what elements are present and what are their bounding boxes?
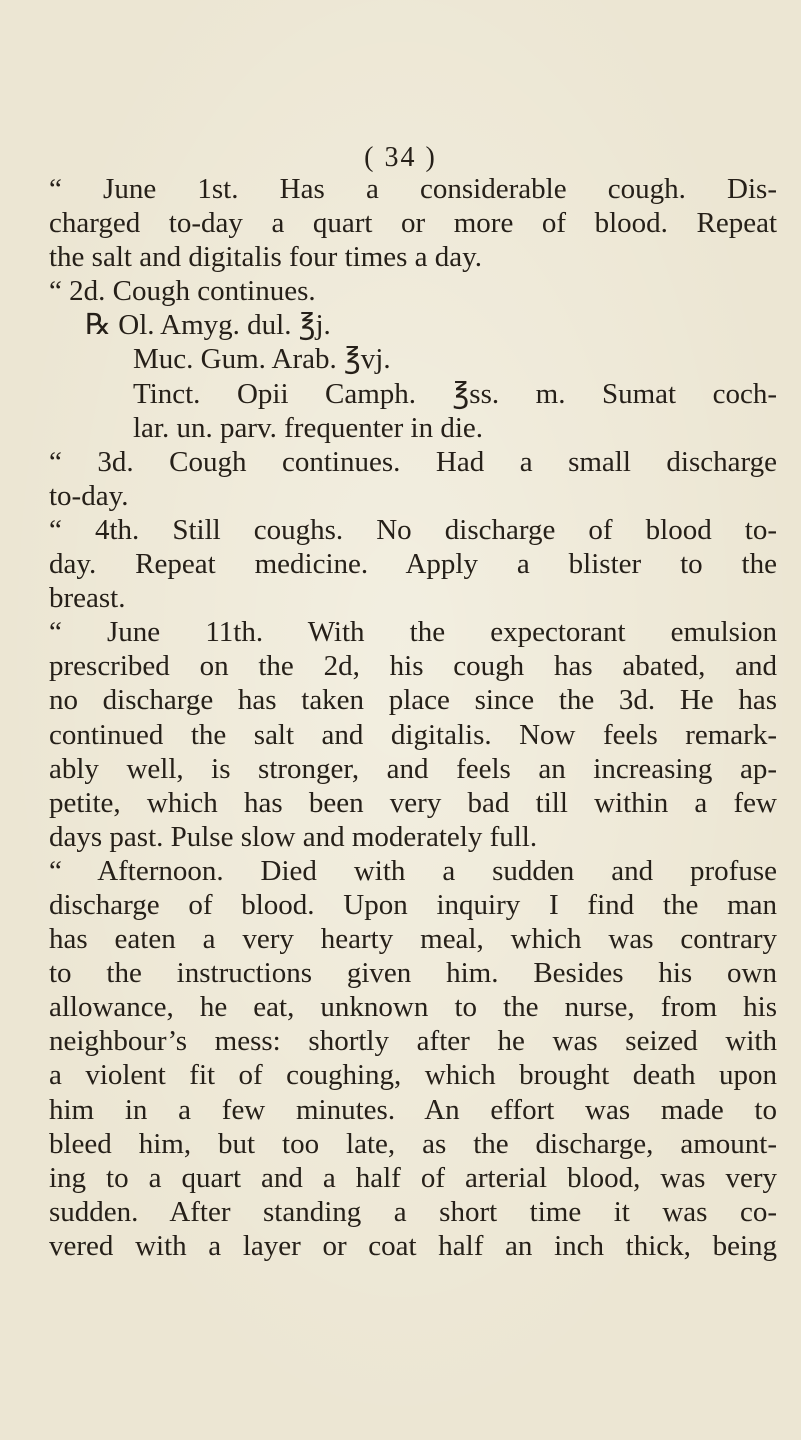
prescription-line: ℞ Ol. Amyg. dul. ℥j. — [85, 309, 331, 342]
text-line: prescribed on the 2d, his cough has abated, and — [49, 650, 777, 683]
prescription-line: Tinct. Opii Camph. ℥ss. m. Sumat coch- — [133, 377, 777, 410]
text-line: a violent fit of coughing, which brought death upon — [49, 1059, 777, 1092]
text-line: no discharge has taken place since the 3d. He has — [49, 684, 777, 717]
page-number: ( 34 ) — [364, 142, 437, 173]
text-line: “ June 11th. With the expectorant emulsion — [49, 616, 777, 649]
text-line: days past. Pulse slow and moderately full. — [49, 820, 538, 853]
text-line: “ June 1st. Has a considerable cough. Dis- — [49, 173, 777, 205]
text-line: to the instructions given him. Besides his own — [49, 957, 777, 990]
text-line: petite, which has been very bad till within a few — [49, 786, 777, 819]
text-line: charged to-day a quart or more of blood. Repeat — [49, 207, 777, 240]
text-line: breast. — [49, 582, 126, 615]
text-line: “ 3d. Cough continues. Had a small discharge — [49, 445, 777, 478]
text-line: discharge of blood. Upon inquiry I find the man — [49, 888, 777, 921]
text-line: day. Repeat medicine. Apply a blister to the — [49, 548, 777, 581]
body-text — [49, 172, 777, 1263]
text-line: “ Afternoon. Died with a sudden and profuse — [49, 854, 777, 887]
prescription-line: lar. un. parv. frequenter in die. — [133, 411, 484, 444]
text-line: sudden. After standing a short time it was co- — [49, 1195, 777, 1228]
text-line: to-day. — [49, 479, 129, 512]
text-line: him in a few minutes. An effort was made to — [49, 1093, 777, 1126]
text-line: vered with a layer or coat half an inch thick, being — [49, 1229, 777, 1262]
text-line: “ 4th. Still coughs. No discharge of blood to- — [49, 513, 777, 546]
text-line: the salt and digitalis four times a day. — [49, 241, 483, 274]
text-line: neighbour’s mess: shortly after he was seized with — [49, 1025, 777, 1058]
text-line: bleed him, but too late, as the discharge, amount- — [49, 1127, 777, 1160]
text-line: ing to a quart and a half of arterial blood, was very — [49, 1161, 777, 1194]
text-line: ably well, is stronger, and feels an increasing ap- — [49, 752, 777, 785]
prescription-line: Muc. Gum. Arab. ℥vj. — [133, 343, 391, 376]
text-line: allowance, he eat, unknown to the nurse, from his — [49, 991, 777, 1024]
text-line: has eaten a very hearty meal, which was contrary — [49, 923, 777, 956]
text-line: continued the salt and digitalis. Now feels remark- — [49, 718, 777, 751]
text-line: “ 2d. Cough continues. — [49, 275, 316, 308]
